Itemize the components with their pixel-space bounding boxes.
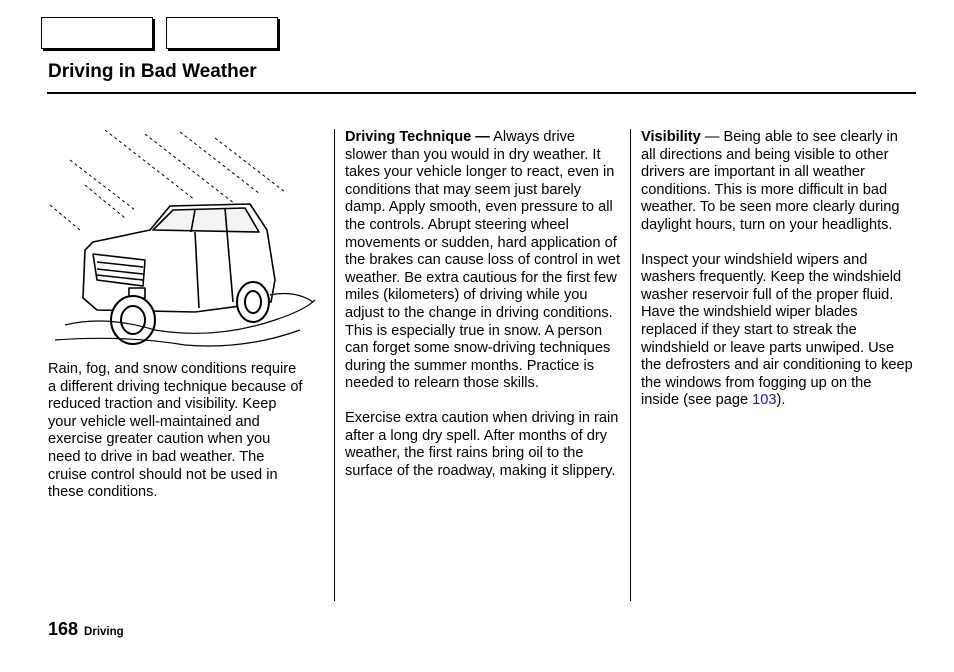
driving-technique-paragraph [345, 129, 620, 393]
page-title: Driving in Bad Weather [48, 61, 257, 82]
intro-paragraph: Rain, fog, and snow conditions require a different driving technique because of reduced traction and visibility. Keep your vehicle well-maintained and exercise greater caution when you need to drive in bad weather. The cruise control should not be used in these conditions. [48, 361, 303, 501]
column-divider [630, 129, 631, 601]
page-footer [48, 619, 124, 640]
page-number: 168 [48, 619, 79, 639]
visibility-heading: Visibility [641, 129, 701, 145]
section-name: Driving [84, 626, 124, 638]
suv-in-rain-illustration [45, 130, 317, 352]
driving-technique-heading: Driving Technique — [345, 129, 490, 145]
next-page-button[interactable] [166, 17, 278, 49]
visibility-section [641, 129, 913, 410]
column-divider [334, 129, 335, 601]
visibility-paragraph [641, 129, 913, 235]
driving-technique-section [345, 129, 620, 480]
driving-technique-text: Always drive slower than you would in dry weather. It takes your vehicle longer to react, even in conditions that may seem just barely damp. Apply smooth, even pressure to all the controls. Abrupt steering wheel movements or sudden, hard application of the brakes can cause loss of control in wet weather. Be extra cautious for the first few miles (kilometers) of driving while you adjust to the change in driving conditions. This is especially true in snow. A person can forget some snow-driving techniques during the summer months. Practice is needed to relearn those skills. [345, 129, 620, 392]
visibility-text: — Being able to see clearly in all directions and being visible to other drivers are important in all weather conditions. This is more difficult in bad weather. To be seen more clearly during daylight hours, turn on your headlights. [641, 129, 900, 233]
page-103-link[interactable]: 103 [752, 392, 777, 409]
windshield-text: Inspect your windshield wipers and washers frequently. Keep the windshield washer reservoir full of the proper fluid. Have the windshield wiper blades replaced if they start to streak the windshield or leave parts unwiped. Use the defrosters and air conditioning to keep the windows from fogging up on the inside (see page [641, 251, 913, 409]
dry-spell-paragraph: Exercise extra caution when driving in rain after a long dry spell. After months of dry weather, the first rains bring oil to the surface of the roadway, making it slippery. [345, 409, 619, 479]
previous-page-button[interactable] [41, 17, 153, 49]
title-divider [47, 92, 916, 94]
windshield-text-end: ). [776, 392, 786, 409]
windshield-paragraph [641, 252, 913, 410]
